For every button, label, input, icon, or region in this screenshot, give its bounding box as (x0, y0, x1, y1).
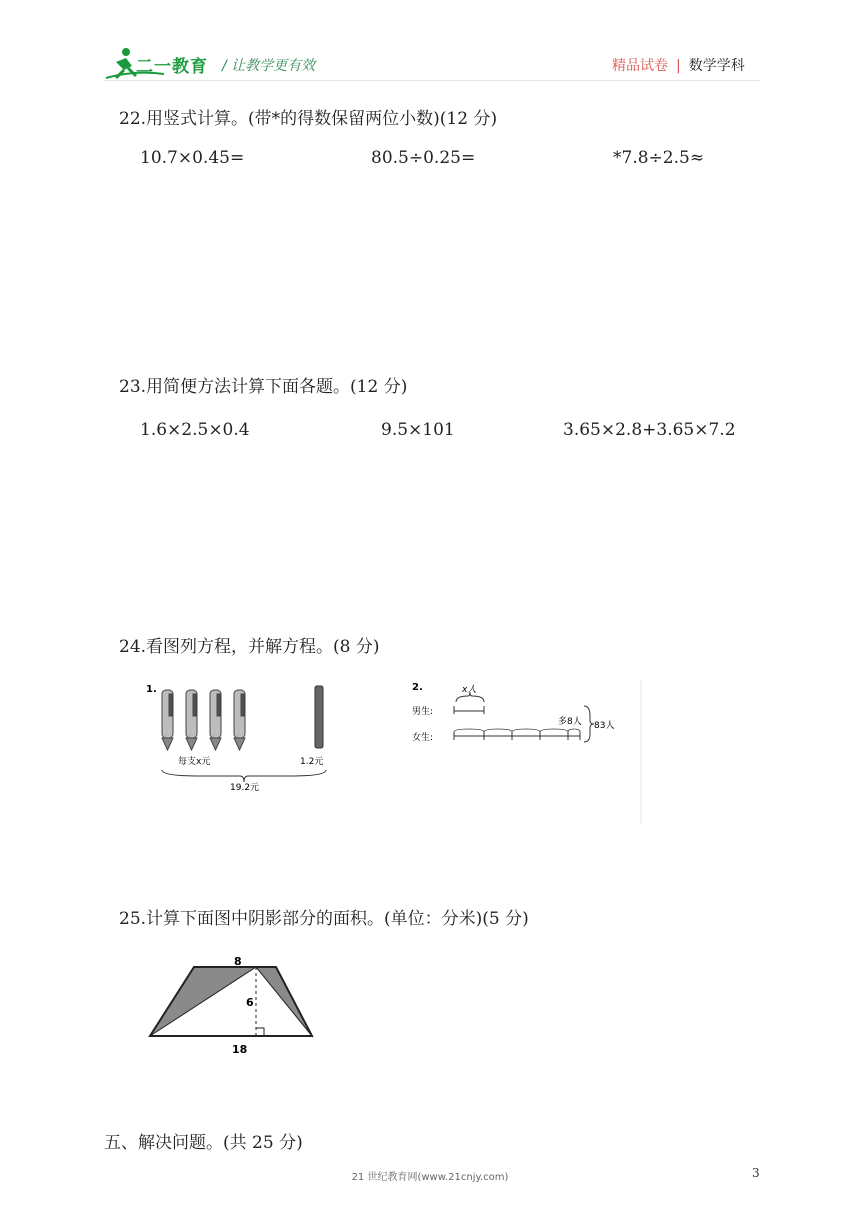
pen-icon (186, 690, 197, 750)
trapezoid-diagram (140, 952, 326, 1058)
question-23-title: 23.用简便方法计算下面各题。(12 分) (119, 377, 408, 397)
total-brace (162, 770, 326, 782)
pen-icon (234, 690, 245, 750)
question-22-title: 22.用竖式计算。(带*的得数保留两位小数)(12 分) (119, 109, 498, 129)
footer-text: 21 世纪教育网(www.21cnjy.com) (351, 1172, 509, 1183)
header-right (612, 55, 745, 75)
pen-icon (210, 690, 221, 750)
question-25-title: 25.计算下面图中阴影部分的面积。(单位：分米)(5 分) (119, 909, 529, 929)
x-people-label: x人 (462, 685, 477, 695)
segment-diagram (408, 676, 644, 826)
page-number: 3 (752, 1166, 760, 1180)
question-23-expr-2: 9.5×101 (381, 420, 455, 440)
boys-label: 男生: (412, 707, 434, 717)
height-label: 6 (246, 996, 254, 1009)
figure-1-label: 1. (146, 684, 157, 695)
each-pen-price-label: 每支x元 (178, 757, 211, 767)
shaded-triangle-right (256, 967, 312, 1036)
pens-diagram (140, 678, 340, 794)
brand-name: 二一教育 (136, 57, 208, 77)
girls-label: 女生: (412, 733, 434, 743)
header-separator: | (676, 58, 681, 74)
exam-type-label: 精品试卷 (612, 58, 668, 74)
shaded-triangle-left (150, 967, 256, 1036)
pen-icon (162, 690, 173, 750)
top-base-label: 8 (234, 955, 242, 968)
total-people-label: 83人 (594, 721, 615, 731)
question-23-expr-3: 3.65×2.8+3.65×7.2 (563, 420, 736, 440)
refill-icon (315, 686, 323, 748)
figure-2-label: 2. (412, 682, 423, 693)
bottom-base-label: 18 (232, 1043, 248, 1056)
brand-slogan: / 让教学更有效 (222, 58, 316, 74)
section-5-title: 五、解决问题。(共 25 分) (104, 1133, 303, 1153)
more-people-label: 多8人 (558, 717, 582, 727)
question-24-title: 24.看图列方程，并解方程。(8 分) (119, 637, 380, 657)
total-price-label: 19.2元 (230, 783, 260, 793)
question-22-expr-3: *7.8÷2.5≈ (613, 148, 705, 168)
question-23-expr-1: 1.6×2.5×0.4 (140, 420, 250, 440)
subject-label: 数学学科 (688, 58, 745, 74)
question-22-expr-1: 10.7×0.45= (140, 148, 245, 168)
question-22-expr-2: 80.5÷0.25= (371, 148, 476, 168)
refill-price-label: 1.2元 (300, 757, 324, 767)
header-divider (104, 80, 760, 81)
